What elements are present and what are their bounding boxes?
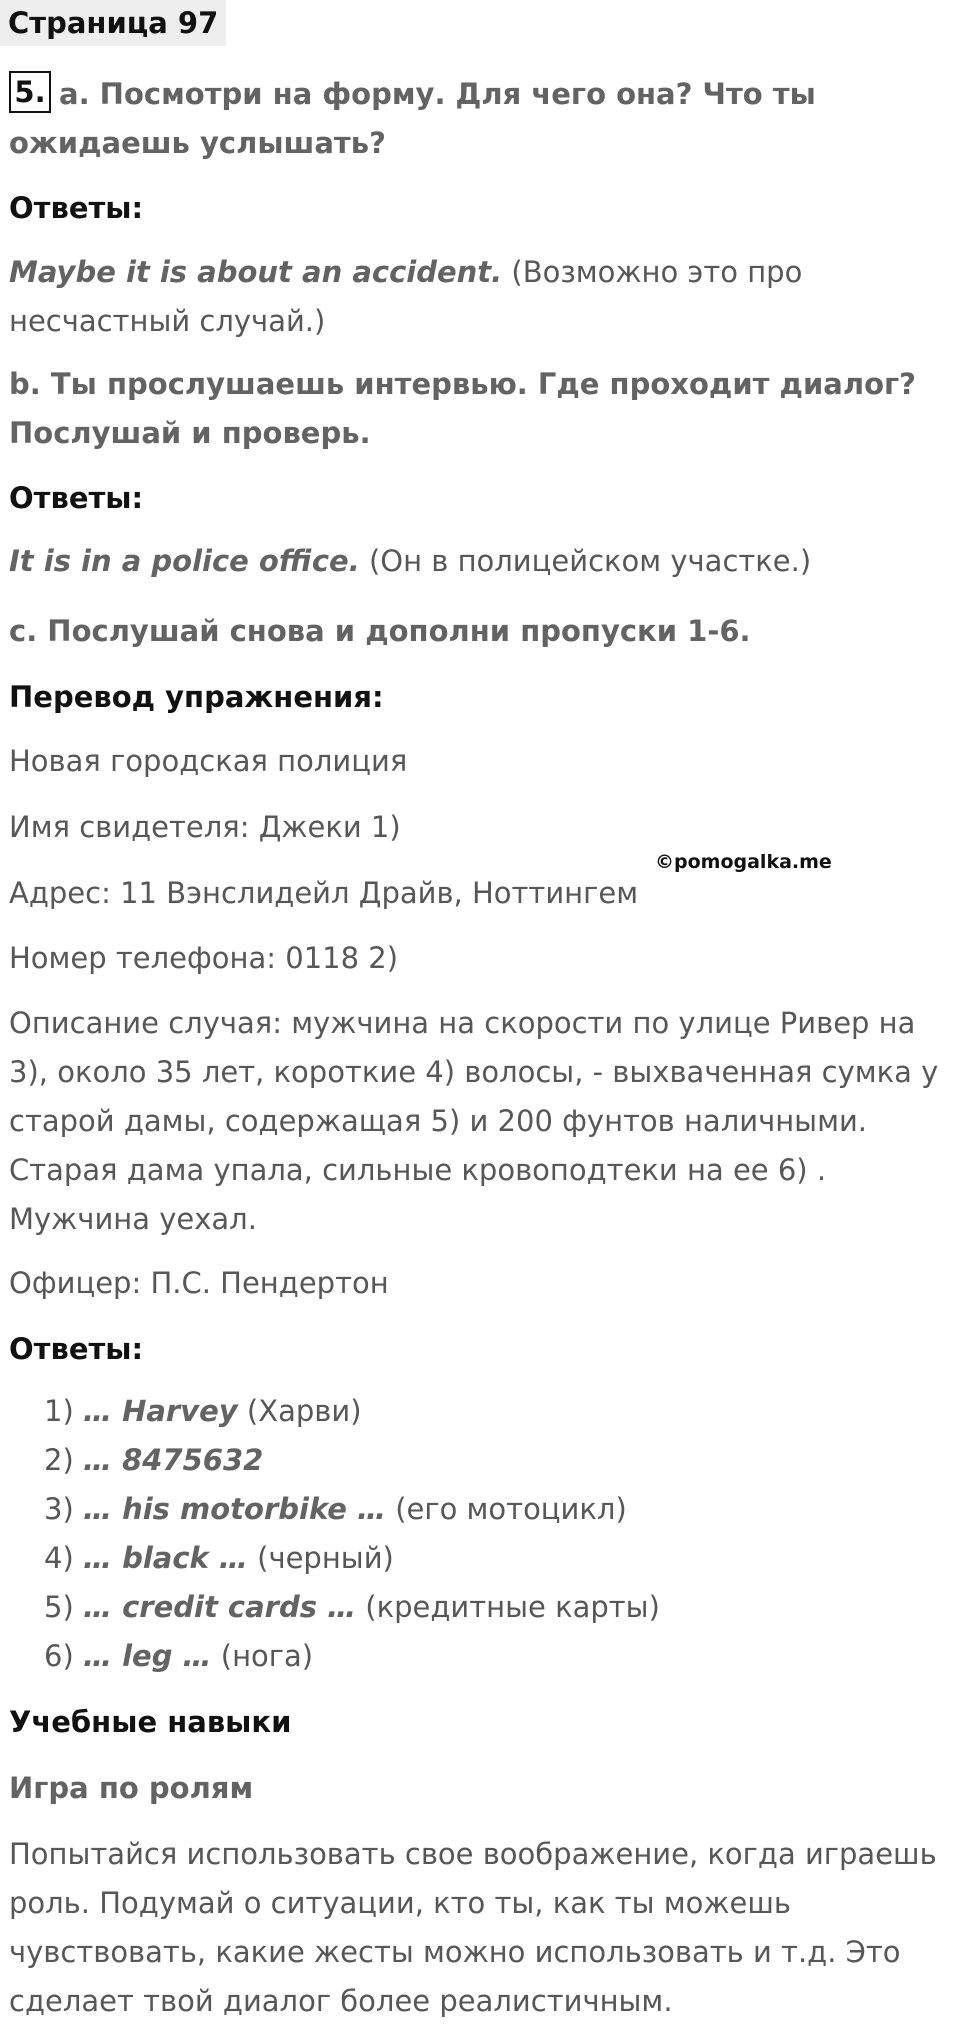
answer-number: 6): [44, 1639, 74, 1673]
answer-en: … Harvey: [82, 1394, 238, 1428]
answer-number: 4): [44, 1541, 74, 1575]
list-item: [44, 1485, 660, 1534]
answer-ru: (нога): [220, 1639, 314, 1673]
list-item: [44, 1632, 660, 1681]
task-b-question: b. Ты прослушаешь интервью. Где проходит диалог? Послушай и проверь.: [9, 367, 916, 450]
task-a-question-text: a. Посмотри на форму. Для чего она? Что ты ожидаешь услышать?: [9, 77, 816, 160]
answer-b-ru: (Он в полицейском участке.): [368, 544, 812, 578]
answer-ru: (его мотоцикл): [395, 1492, 627, 1526]
watermark: ©pomogalka.me: [655, 851, 832, 873]
translation-line-description: Описание случая: мужчина на скорости по улице Ривер на 3), около 35 лет, короткие 4) волосы, - выхваченная сумка у старой дамы, содержащая 5) и 200 фунтов наличными. Старая дама упала, сильные кровоподтеки на ее 6) . Мужчина уехал.: [9, 1006, 939, 1236]
answer-number: 1): [44, 1394, 74, 1428]
answer-a-ru: (Возможно это про несчастный случай.): [9, 255, 803, 338]
translation-line-officer: Офицер: П.С. Пендертон: [9, 1266, 389, 1300]
translation-line-phone: Номер телефона: 0118 2): [9, 941, 399, 975]
list-item: [44, 1387, 660, 1436]
answer-ru: (черный): [257, 1541, 394, 1575]
list-item: [44, 1583, 660, 1632]
task-a-question: [9, 70, 952, 168]
translation-line-police: Новая городская полиция: [9, 744, 408, 778]
answer-ru: (Харви): [246, 1394, 362, 1428]
answers-label-c: Ответы:: [9, 1332, 144, 1366]
answer-b-en: It is in a police office.: [9, 544, 360, 578]
translation-line-witness: Имя свидетеля: Джеки 1): [9, 810, 401, 844]
skills-subheading: Игра по ролям: [9, 1771, 254, 1805]
answer-number: 5): [44, 1590, 74, 1624]
answer-a-en: Maybe it is about an accident.: [9, 255, 503, 289]
list-item: [44, 1436, 660, 1485]
answers-list: [44, 1387, 660, 1681]
answer-a: [9, 248, 952, 346]
list-item: [44, 1534, 660, 1583]
task-number-box: 5.: [9, 71, 51, 113]
skills-heading: Учебные навыки: [9, 1705, 292, 1739]
answer-en: … leg …: [82, 1639, 212, 1673]
page-title: Страница 97: [0, 0, 226, 46]
answer-b: [9, 537, 952, 586]
task-c-question: c. Послушай снова и дополни пропуски 1-6.: [9, 614, 751, 648]
answer-ru: (кредитные карты): [365, 1590, 660, 1624]
skills-text: Попытайся использовать свое воображение, когда играешь роль. Подумай о ситуации, кто ты, как ты можешь чувствовать, какие жесты можно использовать и т.д. Это сделает твой диалог более реалистичным.: [9, 1837, 937, 2018]
translation-heading: Перевод упражнения:: [9, 680, 384, 714]
answer-en: … black …: [82, 1541, 248, 1575]
translation-line-address: Адрес: 11 Вэнслидейл Драйв, Ноттингем: [9, 876, 639, 910]
answers-label-b: Ответы:: [9, 481, 144, 515]
answer-en: … his motorbike …: [82, 1492, 386, 1526]
answer-en: … 8475632: [82, 1443, 264, 1477]
answer-en: … credit cards …: [82, 1590, 357, 1624]
answer-number: 3): [44, 1492, 74, 1526]
answer-number: 2): [44, 1443, 74, 1477]
answers-label-a: Ответы:: [9, 191, 144, 225]
